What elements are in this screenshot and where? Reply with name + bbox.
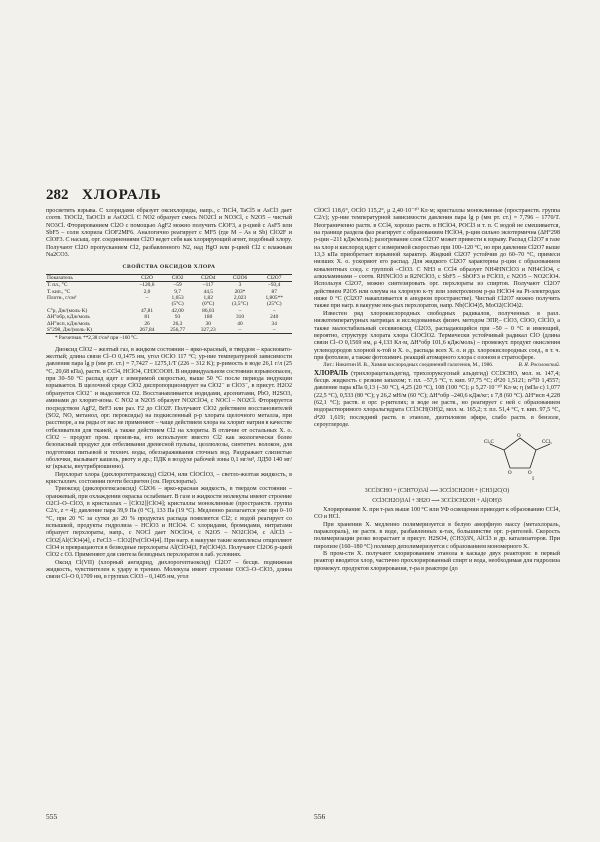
reaction-equation: CCl3CH2O)3Al + 3H2O ⟶ 3CCl3CH2OH + Al(OH)3: [372, 497, 502, 504]
column-header: Показатель: [46, 274, 132, 281]
svg-text:O: O: [528, 471, 532, 477]
literature-text: Лит.: Никитин И. В., Химия кислородных соединений галогенов, М., 1986.: [323, 362, 494, 369]
table-cell: C°p, Дж/(моль·K): [47, 307, 88, 314]
column-header: Cl2O7: [256, 274, 292, 281]
table-cell: 86,03: [202, 307, 215, 314]
paragraph: Перхлорат хлора (дихлоротетраоксид) Cl2O4, или ClOClO3, – светло-желтая жидкость, в кристаллич. состоянии почти бесцветен (см. Перхлораты).: [46, 471, 292, 485]
table-cell: 267,84: [132, 327, 163, 334]
article-author: В. Я. Росоловский.: [518, 362, 560, 369]
entry-text: (трихлорацетальдегид, трихлоруксусный альдегид) CCl3CHO, мол. м. 147,4; бесцв. жидкость с резким запахом; т. пл. –57,5 °C, т. кип. 97,75 °C; d⁴20 1,5121; n²⁰D 1,4557; давление пара кПа 0,13 (–30 °C), 4,25 (20 °C), 108 (100 °C); μ 5,27·10⁻³⁰ Кл·м; η (мПа·с) 1,077 (22,5 °C), 0,533 (80 °C); γ 26,2 мН/м (60 °C); ΔH°обр –240,6 кДж/кг; ε 7,8 (60 °C). ΔH°исп 4,228 (62,1 °C); раств. в орг. р-рителях; в воде не раств., но реагирует с ней с образованием водорастворимого хлоральгидрата CCl3CH(OH)2, мол. м. 165,2; т. пл. 51,4 °C, т. кип. 97,5 °C, d⁴20 1,619; послединй раств. в этаноле, диэтиловом эфире, слабо раств. в бензоле, сероуглероде.: [314, 370, 560, 428]
table-cell: 1,82: [203, 294, 213, 301]
table-cell: –: [256, 327, 292, 334]
table-cell: –: [224, 327, 257, 334]
table-cell: 93: [174, 314, 181, 321]
structural-formula-block: [314, 430, 560, 486]
table-cell: –93,4: [268, 282, 281, 289]
literature-reference: [314, 362, 560, 369]
properties-table: [46, 274, 292, 335]
table-cell: –120,6: [139, 282, 155, 289]
footer-page-right: 556: [314, 812, 326, 821]
table-cell: –: [272, 307, 276, 314]
paragraph: Диоксид ClO2 – желтый газ, в жидком состоянии – ярко-красный, в твердом – красновато-желтый; длина связи Cl–O 0,1475 нм, угол OClO 117 °C; ур-ние температурной зависимости давления пара lg p (мм рт. ст.) = 7,7427 – 1275,1/T (226 – 312 K); р-римость в воде 26,1 г/л (25 °C, 20,68 кПа), раств. в CCl4, HClO4, CH3COOH. В индивидуальном состоянии взрывоопасен, при 30–50 °C распад идет с измеримой скоростью, выше 50 °C после периода индукции взрывается. В щелочной среде ClO2 диспропорционирует на ClO2⁻ и ClO3⁻, в присут. H2O2 образуется ClO2⁻ и выделяется O2. Восстанавливается иодидами, арсенитами, PbO, H2SO3, аминами до хлорит-иона. С NO2 и N2O5 образует NO2ClO4, с NOCl – NO2Cl. Фторируется посредством AgF2, BrF3 или раз. F2 до ClO2F. Получают ClO2 действием восстановителей (SO2, NO, метанол, орг. пероксиды) на подкисленный р-р хлората щелочного металла, при расстворе, а на ряды от нас не применяют – чаще действием хлора на хлорит натрия в качестве отбеливателя для тканей, а также действием Cl2 на хлориты. В отличие от остальных Х. о. ClO2 – продукт пром. произв-ва, его используют вместо Cl2 как экологически более безопасный продукт для отбеливания древесной пульпы, целлюлозы, синтетич. волокон, для подготовки питьевой и техннч. воды, обеззараживания сточных вод. Раздражает слизистые оболочки, вызывает кашель, рвоту и др.; ПДК в воздухе рабочей зоны 0,1 мг/м³, ЛД50 140 мг/кг (крысы, внутрибрюшинно).: [46, 346, 292, 471]
column-header: Cl2O6: [224, 274, 257, 281]
table-row: [46, 282, 292, 289]
column-header: Cl2O: [132, 274, 163, 281]
table-cell: Т. пл., °C: [47, 282, 68, 289]
left-column: [46, 208, 292, 582]
chloral-derivative-structure-icon: [484, 432, 556, 478]
paragraph: просветить взрыва. С хлоридами образует оксихлориды, напр., с TiCl4, TaCl5 и AsCl3 дает соотв. TiOCl2, TaOCl3 и AsO2Cl. С NO2 образует смесь NO2Cl и NO3Cl, с N2O5 – чистый NO3Cl. Фторированием Cl2O с помощью AgF2 можно получить ClOF3, а р-цией с AsF5 или SbF5 – соли хлорила ClOF2MF6. Аналогично реагирует с MF5 (где M – As и Sb) ClO2F и ClOF3. С насыщ. орг. соединениями Cl2O ведет себя как хлорирующий агент, подобный хлору. Получают Cl2O пропусканием Cl2, разбавленного N2, над HgO или р-цией Cl2 с влажным Na2CO3.: [46, 208, 292, 259]
table-row: [46, 327, 292, 334]
table-cell: Т. кип., °C: [47, 288, 71, 295]
table-cell: 3: [238, 282, 242, 289]
svg-text:Cl₃C: Cl₃C: [484, 440, 494, 446]
table-cell: 9,7: [174, 288, 181, 295]
entry-headword: ХЛОРАЛЬ: [314, 368, 348, 377]
table-cell: 40: [237, 320, 243, 327]
table-cell: Плотн., г/см³: [47, 294, 77, 301]
table-cell: –: [238, 307, 242, 314]
paragraph: Хлорирование Х. при т-рах выше 100 °C или УФ освещении приводит к образованию CCl4, CO и HCl.: [314, 507, 560, 521]
table-cell: S°298, Дж/(моль·K): [46, 327, 132, 334]
paragraph: ClOCl 118,6°, OClO 115,2°, μ 2,40·10⁻³⁰ Кл·м; кристаллы моноклинные (пространств. группа C2/c); ур-ние температурной зависимости давления пара lg p (мм рт. ст.) = 7,796 – 1770/T. Неограниченно раств. в CCl4, хорошо раств. в HClO4, POCl3 и т. п. С водой не смешивается, на границе раздела фаз реагирует с образованием HClO4, р-ция сильно экзотермична (ΔH°298 р-ции –211 кДж/моль); разогревание слоя Cl2O7 может привести к взрыву. Распад Cl2O7 в газе на хлор и кислород идет с измеримой скоростью при 100–120 °C, но при давлении Cl2O7 выше 13,3 кПа приобретает взрывной характер. Жидкий Cl2O7 устойчив до 60–70 °C, примеси низших Х. о. ускоряют его распад. Для жидкого Cl2O7 характерны р-ции с образованием ковалентных соед. с группой –ClO3. С NH3 в CCl4 образует NH4HNClO3 и NH4ClO4, с алкиламинами – соотв. RHNClO3 и R2NClO3, с SbF5 – SbOF3 и FClO3, с N2O5 – NO2ClO4. Используя Cl2O7, можно синтезировать орг. перхлораты из спиртов. Получают Cl2O7 действием P2O5 или олеума на хлорную к-ту или электролизом р-ра HClO4 на Pt-электродах ниже 0 °C (Cl2O7 накапливается в анодном пространстве). Чистый Cl2O7 можно получить также при нагр. в вакууме нек-рых перхлоратов, напр. Nb(ClO4)5, MoO2(ClO4)2.: [314, 208, 560, 310]
table-title: СВОЙСТВА ОКСИДОВ ХЛОРА: [122, 264, 216, 271]
table-cell: 327,23: [193, 327, 224, 334]
table-cell: (5°C): [171, 301, 184, 308]
table-cell: 240: [270, 314, 279, 321]
table-cell: ΔH°обр, кДж/моль: [47, 314, 90, 321]
entry-paragraph: [314, 370, 560, 430]
paragraph: В пром-сти Х. получают хлорированием этанола в каскаде двух реакторов: в первый реактор вводится хлор, частично прохлорированный спирт и вода, необходимая для гидролиза промежут. продуктов хлорирования, т-ра в реакторе (до: [314, 551, 560, 572]
paragraph: Триоксид (диклорогексаоксид) Cl2O6 – ярко-красная жидкость, в твердом состоянии – оранжевый, при охлаждении окраска ослабевает. В газе и жидкости молекулы имеют строение O2Cl–O–ClO3, в кристаллах – [ClO2][ClO4]; кристаллы моноклинные (пространств. группа C2/c, z = 4); давление пара 39,9 Па (0 °C), 133 Па (19 °C). Медленно разлагается уже при 0–10 °C, при 20 °C за сутки до 20 % продуктах распада появляется Cl2; с водой реагирует со вспышкой, продукты гидролиза – HClO3 и HClO4. С хлоридами, бромидами, нитратами образует перхлораты, напр., с NOCl дает NOClO4, с N2O5 – NO2ClO4, с AlCl3 – ClO2[Al(ClO4)4], с FeCl3 – ClO2[Fe(ClO4)4]. При нагр. в вакууме такие комплексы отщепляют ClO4 и превращаются в безводные перхлораты Al(ClO4)3, Fe(ClO4)3. Получают Cl2O6 р-цией ClO2 с O3. Применяют для синтеза безводных перхлоратов в лаб. условиях.: [46, 486, 292, 559]
table-cell: (25°C): [266, 301, 282, 308]
table-cell: –59: [173, 282, 182, 289]
page-header: [46, 187, 556, 209]
footer-page-left: 555: [46, 812, 58, 821]
table-cell: –: [145, 294, 149, 301]
running-head: ХЛОРАЛЬ: [82, 187, 162, 203]
table-cell: (3,5°C): [231, 301, 249, 308]
table-cell: 26,3: [172, 320, 183, 327]
right-column: [314, 208, 560, 573]
table-cell: 180: [204, 314, 213, 321]
table-cell: –117: [202, 282, 214, 289]
table-cell: 34: [271, 320, 277, 327]
table-footnote: * Расчетная. **2,38 г/см³ при –160 °C.: [55, 335, 138, 342]
table-cell: 81: [144, 314, 150, 321]
table-header-row: [46, 274, 292, 281]
table-cell: 47,81: [140, 307, 154, 314]
table-cell: 310: [235, 314, 245, 321]
paragraph: При хранении Х. медленно полимеризуется в белую аморфную массу (метахлораль, параклораль), не раств. в воде, разбавленных к-тах, большинстве орг. р-рителей. Скорость полимеризации резко возрастает в присут. H2SO4, (CH3)3N, AlCl3 и др. катализаторов. При пиролизе (160–180 °C) полимер деполимеризуется с образованием мономерного Х.: [314, 521, 560, 550]
formula-number: I: [532, 476, 534, 483]
column-header: ClO2: [162, 274, 193, 281]
paragraph: Известен ряд хлорокислородных свободных радикалов, полученных в разл. низкотемпературных матрицах и исследованных физич. методом ЭПР,– ClO3, ClOO, ClClO, а также малостабильный сесквиоксид Cl2O3, распадающийся при –50 – 0 °C и имеющий, вероятно, структуру хлората хлора ClOClO2. Термически устойчивый радикал ClO (длина связи Cl–O 0,1569 нм, μ 4,133 Кл·м, ΔH°обр 101,6 кДж/моль) – промежут. продукт окисления углеводородов хлорной к-той и Х. о., распада всех Х. о. и др. хлорокислородных соед., в т. ч. при фотолизе, а также фотохимич. реакций атомарного хлора с озоном в стратосфере.: [314, 310, 560, 361]
table-cell: 42,00: [171, 307, 184, 314]
table-cell: 2,0: [143, 288, 151, 295]
table-cell: 1,653: [171, 294, 184, 301]
svg-text:CCl₃: CCl₃: [542, 440, 552, 446]
paragraph: Оксид Cl(VII) (хлорный ангидрид, дихлорогептаоксид) Cl2O7 – бесцв. подвижная жидкость, чувствителен к удару и трению. Молекула имеет строение O3Cl–O–ClO3, длина связи Cl–O 0,1709 нм, в группах ClO3 – 0,1405 нм, угол: [46, 559, 292, 581]
table-cell: 26: [144, 320, 150, 327]
table-cell: (0°C): [202, 301, 215, 308]
reaction-equation: 3CCl3CHO + (C3H7O)3Al ⟶ 3CCl3CH2OH + (CH3)2C(O): [364, 488, 510, 495]
table-cell: 87: [271, 288, 277, 295]
svg-text:O: O: [517, 434, 521, 440]
column-header: Cl2O4: [193, 274, 224, 281]
svg-text:O: O: [508, 471, 512, 477]
table-cell: 30: [205, 320, 211, 327]
table-cell: 203*: [234, 288, 246, 295]
page-number: 282: [46, 187, 69, 203]
table-cell: 1,805**: [265, 294, 283, 301]
table-cell: 44,5: [203, 288, 213, 295]
table-cell: ΔH°исп, кДж/моль: [47, 320, 90, 327]
table-cell: 2,023: [233, 294, 247, 301]
table-cell: 256,77: [162, 327, 193, 334]
